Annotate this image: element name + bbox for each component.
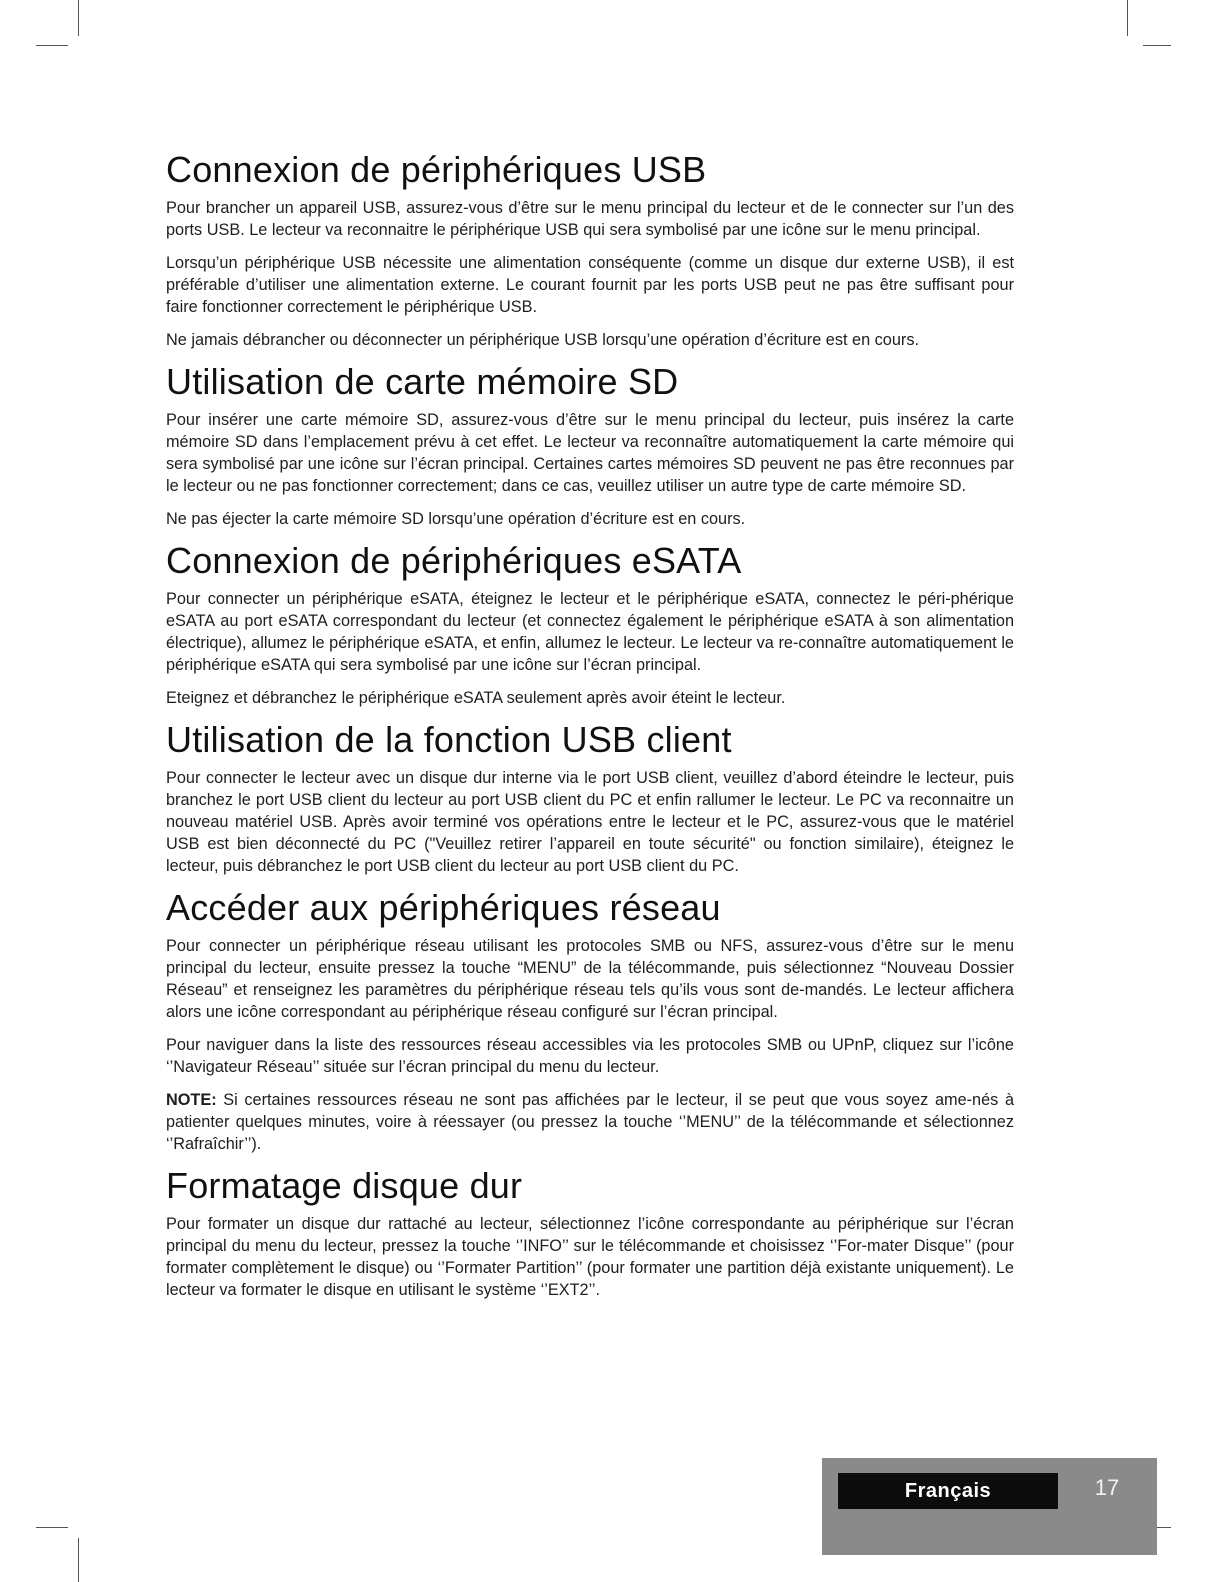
section-title: Utilisation de carte mémoire SD [166,361,679,402]
paragraph: Pour naviguer dans la liste des ressources réseau accessibles via les protocoles SMB ou UPnP, cliquez sur l’icône ‘’Navigateur Réseau’’ située sur l’écran principal du menu du lecteur. [166,1036,1014,1076]
section-title: Formatage disque dur [166,1165,523,1206]
crop-mark-top-left-horizontal [36,45,68,46]
paragraph: Pour insérer une carte mémoire SD, assurez-vous d’être sur le menu principal du lecteur, puis insérez la carte mémoire SD dans l’emplacement prévu à cet effet. Le lecteur va reconnaître automatiquement la carte mémoire qui sera symbolisé par une icône sur l’écran principal. Certaines cartes mémoires SD peuvent ne pas être reconnues par le lecteur ou ne pas fonctionner correctement; dans ce cas, veuillez utiliser un autre type de carte mémoire SD. [166,411,1014,495]
paragraph: Pour connecter un périphérique réseau utilisant les protocoles SMB ou NFS, assurez-vous d’être sur le menu principal du lecteur, ensuite pressez la touche “MENU” de la télécommande, puis sélectionnez “Nouveau Dossier Réseau” et renseignez les paramètres du périphérique réseau tels qu’ils vous sont de-mandés. Le lecteur affichera alors une icône correspondant au périphérique réseau configuré sur l’écran principal. [166,937,1014,1021]
section-esata [166,541,1014,709]
section-network [166,888,1014,1155]
paragraph: Pour formater un disque dur rattaché au lecteur, sélectionnez l’icône correspondante au périphérique sur l’écran principal du menu du lecteur, pressez la touche ‘’INFO’’ sur le télécommande et choisissez ‘’For-mater Disque’’ (pour formater complètement le disque) ou ‘’Formater Partition’’ (pour formater une partition déjà existante uniquement). Le lecteur va formater le disque en utilisant le système ‘’EXT2’’. [166,1215,1014,1299]
page-content [166,150,1014,1312]
crop-mark-top-right-vertical [1127,0,1128,36]
crop-mark-top-right-horizontal [1143,45,1171,46]
note-text: Si certaines ressources réseau ne sont pas affichées par le lecteur, il se peut que vous soyez ame-nés à patienter quelques minutes, voire à réessayer (ou pressez la touche ‘’MENU’’ de la télécommande et sélectionnez ‘’Rafraîchir’’). [166,1091,1014,1153]
section-title: Connexion de périphériques eSATA [166,540,742,581]
paragraph: Pour connecter le lecteur avec un disque dur interne via le port USB client, veuillez d’abord éteindre le lecteur, puis branchez le port USB client du lecteur au port USB client du PC et enfin rallumer le lecteur. Le PC va reconnaitre un nouveau matériel USB. Après avoir terminé vos opérations entre le lecteur et le PC, assurez-vous que le matériel USB est bien déconnecté du PC ("Veuillez retirer l’appareil en toute sécurité" ou fonction similaire), éteignez le lecteur, puis débranchez le port USB client du lecteur au port USB client du PC. [166,769,1014,875]
page-footer [822,1458,1157,1555]
section-title: Utilisation de la fonction USB client [166,719,732,760]
section-format [166,1166,1014,1301]
page-number: 17 [1094,1475,1120,1500]
section-sd-card [166,362,1014,530]
paragraph: Pour brancher un appareil USB, assurez-vous d’être sur le menu principal du lecteur et de le connecter sur l’un des ports USB. Le lecteur va reconnaitre le périphérique USB qui sera symbolisé par une icône sur le menu principal. [166,199,1014,239]
paragraph: Eteignez et débranchez le périphérique eSATA seulement après avoir éteint le lecteur. [166,689,786,707]
paragraph: Lorsqu’un périphérique USB nécessite une alimentation conséquente (comme un disque dur externe USB), il est préférable d’utiliser une alimentation externe. Le courant fournit par les ports USB peut ne pas être suffisant pour faire fonctionner correctement le périphérique USB. [166,254,1014,316]
paragraph: Ne jamais débrancher ou déconnecter un périphérique USB lorsqu’une opération d’écriture est en cours. [166,331,919,349]
language-label: Français [838,1473,1058,1509]
crop-mark-bottom-left-vertical [78,1538,79,1582]
crop-mark-top-left-vertical [78,0,79,36]
section-usb-client [166,720,1014,877]
note-paragraph [166,1089,1014,1155]
note-label: NOTE: [166,1091,217,1109]
section-title: Connexion de périphériques USB [166,149,707,190]
crop-mark-bottom-left-horizontal [36,1527,68,1528]
section-usb [166,150,1014,351]
paragraph: Pour connecter un périphérique eSATA, éteignez le lecteur et le périphérique eSATA, connectez le péri-phérique eSATA au port eSATA correspondant du lecteur (et connectez également le périphérique eSATA à son alimentation électrique), allumez le périphérique eSATA, et enfin, allumez le lecteur. Le lecteur va re-connaître automatiquement le périphérique eSATA qui sera symbolisé par une icône sur l’écran principal. [166,590,1014,674]
section-title: Accéder aux périphériques réseau [166,887,721,928]
paragraph: Ne pas éjecter la carte mémoire SD lorsqu’une opération d’écriture est en cours. [166,510,746,528]
